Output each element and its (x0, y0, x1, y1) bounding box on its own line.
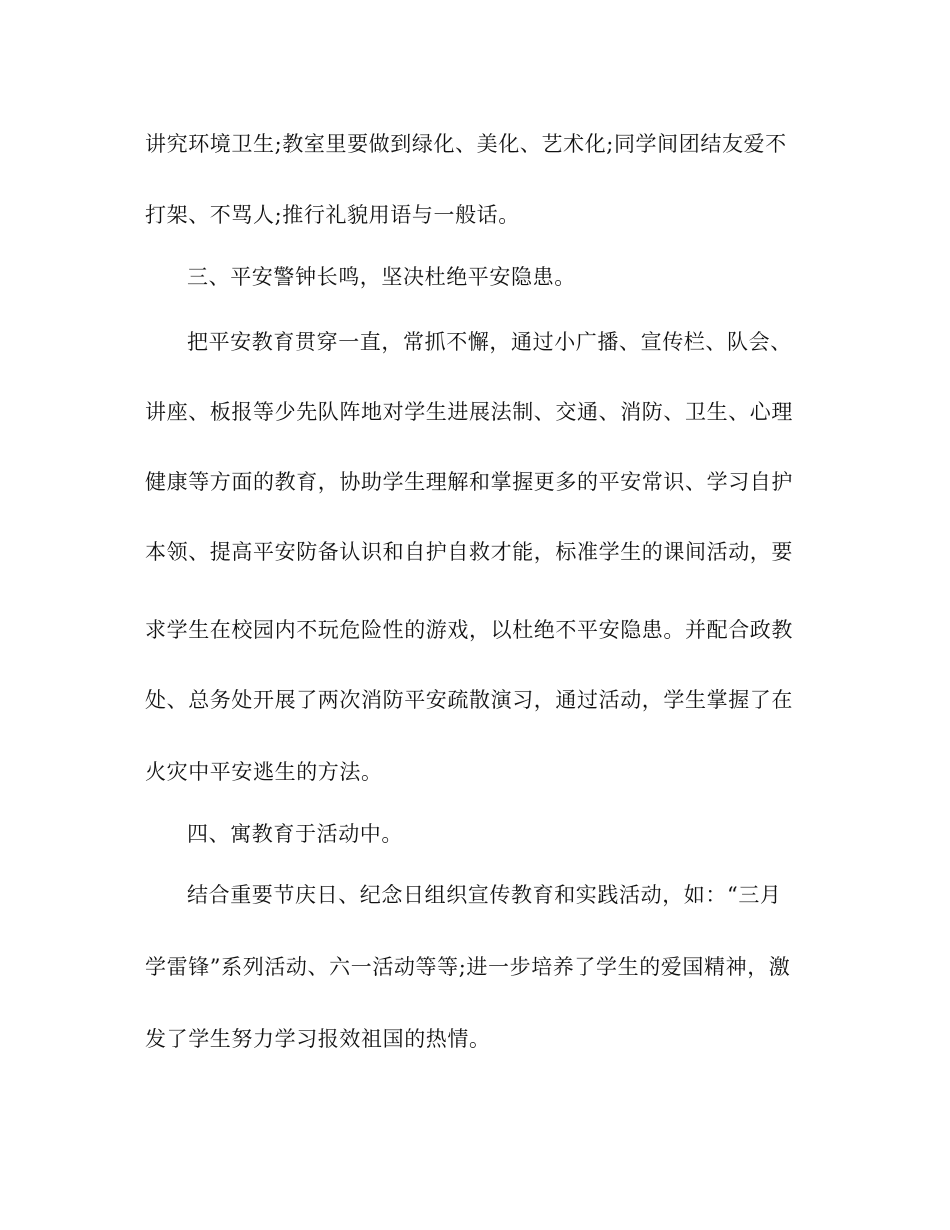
section-heading: 四、寓教育于活动中。 (187, 822, 403, 846)
text-line: 讲座、板报等少先队阵地对学生进展法制、交通、消防、卫生、心理 (145, 400, 793, 424)
text-line: 本领、提高平安防备认识和自护自救才能，标准学生的课间活动，要 (145, 540, 793, 564)
paragraph-first-line: 把平安教育贯穿一直，常抓不懈，通过小广播、宣传栏、队会、 (187, 330, 792, 354)
paragraph-first-line: 结合重要节庆日、纪念日组织宣传教育和实践活动，如：“三月 (187, 883, 782, 907)
text-line: 健康等方面的教育，协助学生理解和掌握更多的平安常识、学习自护 (145, 470, 793, 494)
text-line: 火灾中平安逃生的方法。 (145, 760, 383, 784)
text-line: 讲究环境卫生;教室里要做到绿化、美化、艺术化;同学间团结友爱不 (145, 132, 787, 156)
text-line: 处、总务处开展了两次消防平安疏散演习，通过活动，学生掌握了在 (145, 688, 793, 712)
section-heading: 三、平安警钟长鸣，坚决杜绝平安隐患。 (187, 265, 576, 289)
text-line: 打架、不骂人;推行礼貌用语与一般话。 (145, 203, 520, 227)
text-line: 学雷锋”系列活动、六一活动等等;进一步培养了学生的爱国精神，激 (145, 955, 791, 979)
text-line: 求学生在校园内不玩危险性的游戏，以杜绝不平安隐患。并配合政教 (145, 618, 793, 642)
text-line: 发了学生努力学习报效祖国的热情。 (145, 1027, 491, 1051)
